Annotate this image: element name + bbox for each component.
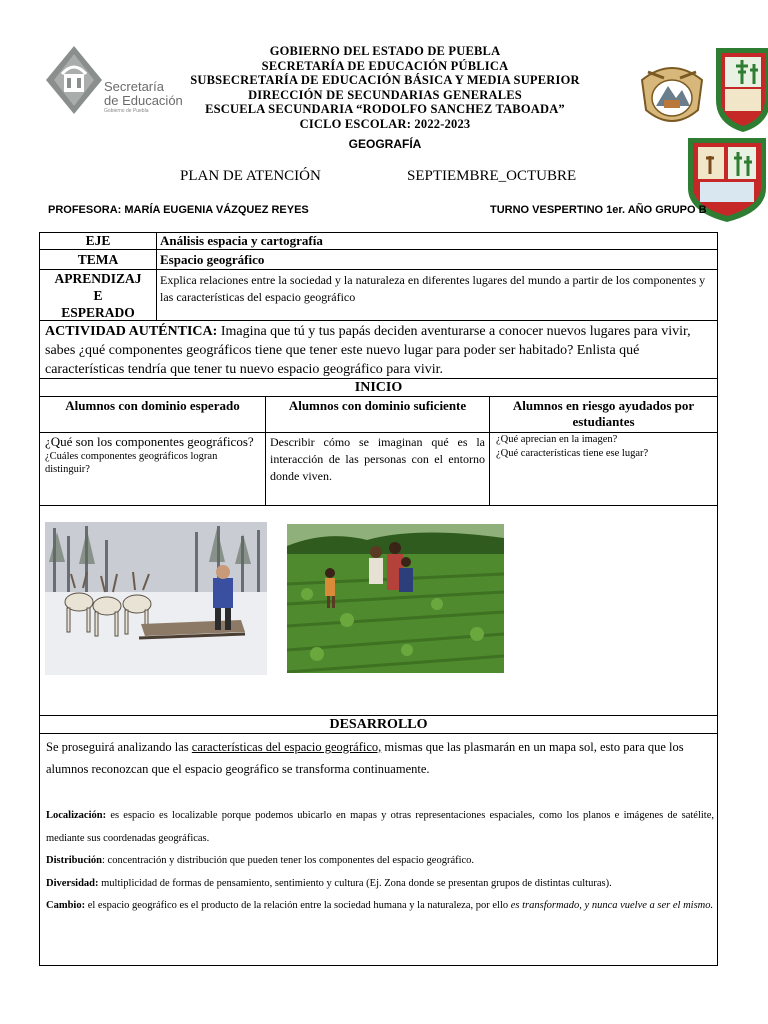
aprendizaje-value: Explica relaciones entre la sociedad y la naturaleza en diferentes lugares del mundo a partir de los componentes y las características del espacio geográfico: [160, 273, 706, 304]
plan-title: PLAN DE ATENCIÓN: [180, 168, 321, 184]
col1-question: ¿Qué son los componentes geográficos?: [45, 434, 254, 449]
tema-label: TEMA: [77, 252, 119, 267]
header-line: SECRETARÍA DE EDUCACIÓN PÚBLICA: [261, 58, 509, 73]
teacher-name: PROFESORA: MARÍA EUGENIA VÁZQUEZ REYES: [48, 204, 309, 216]
logo-subtext: Gobierno de Puebla: [104, 108, 149, 114]
col3-question: ¿Qué características tiene ese lugar?: [496, 448, 649, 459]
characteristic-item: Localización: es espacio es localizable porque podemos ubicarlo en mapas y otras representaciones espaciales, como los planos e imágenes de satélite, mediante sus coordenadas geográficas.: [46, 810, 714, 844]
col1-question: ¿Cuáles componentes geográficos logran distinguir?: [45, 451, 218, 475]
header-line: CICLO ESCOLAR: 2022-2023: [299, 116, 471, 131]
aprendizaje-label: APRENDIZAJ E ESPERADO: [54, 271, 142, 320]
col1-content: [45, 434, 263, 476]
inicio-title: INICIO: [354, 380, 403, 395]
logo-text: Secretaría de Educación: [104, 79, 183, 108]
field-farming-photo: [287, 524, 504, 673]
caracteristicas-link: características del espacio geográfico,: [191, 740, 382, 754]
header-line: GOBIERNO DEL ESTADO DE PUEBLA: [269, 44, 501, 58]
reindeer-snow-photo: [45, 522, 267, 675]
characteristic-item: Distribución: concentración y distribución que pueden tener los componentes del espacio geográfico.: [46, 855, 475, 866]
col2-content: Describir cómo se imaginan qué es la interacción de las personas con el entorno donde viven.: [270, 435, 485, 483]
actividad-text: Imagina que tú y tus papás deciden aventurarse a conocer nuevos lugares para vivir, sabes ¿qué componentes geográficos tiene que tener este nuevo lugar para poder ser habitado? Enlista qué características tendría que tener tu nuevo espacio geográfico para vivir.: [45, 324, 691, 377]
school-seal-icon: [634, 60, 710, 132]
column-header: Alumnos con dominio esperado: [65, 398, 240, 413]
school-shield-icon: [712, 44, 768, 134]
tema-value: Espacio geográfico: [160, 252, 265, 267]
col3-content: [496, 433, 714, 461]
column-header: Alumnos con dominio suficiente: [288, 398, 467, 413]
subject-title: GEOGRAFÍA: [348, 137, 422, 151]
col3-question: ¿Qué aprecian en la imagen?: [496, 434, 618, 445]
plan-period: SEPTIEMBRE_OCTUBRE: [407, 168, 577, 184]
header-line: DIRECCIÓN DE SECUNDARIAS GENERALES: [248, 87, 522, 102]
desarrollo-intro: Se proseguirá analizando las características del espacio geográfico, mismas que las plasmarán en un mapa sol, esto para que los alumnos reconozcan que el espacio geográfico se transforma continuamente.: [46, 740, 684, 776]
secretaria-emblem-icon: [44, 44, 104, 120]
actividad-label: ACTIVIDAD AUTÉNTICA:: [45, 324, 218, 339]
eje-value: Análisis espacia y cartografía: [160, 233, 323, 248]
eje-label: EJE: [85, 233, 111, 248]
desarrollo-characteristics: [46, 805, 714, 918]
header-line: ESCUELA SECUNDARIA “RODOLFO SANCHEZ TABOADA”: [205, 102, 565, 116]
column-header: Alumnos en riesgo ayudados por estudiantes: [512, 398, 695, 429]
characteristic-item: Diversidad: multiplicidad de formas de pensamiento, sentimiento y cultura (Ej. Zona donde se presentan grupos de distintas culturas).: [46, 877, 612, 889]
school-header: [150, 44, 620, 131]
desarrollo-title: DESARROLLO: [329, 717, 428, 732]
shift-group: TURNO VESPERTINO 1er. AÑO GRUPO B: [490, 204, 707, 216]
actividad-autentica: [45, 322, 715, 379]
header-line: SUBSECRETARÍA DE EDUCACIÓN BÁSICA Y MEDIA SUPERIOR: [190, 73, 580, 87]
characteristic-item: Cambio: el espacio geográfico es el producto de la relación entre la sociedad humana y la naturaleza, por ello es transformado, y nunca vuelve a ser el mismo.: [46, 900, 714, 911]
